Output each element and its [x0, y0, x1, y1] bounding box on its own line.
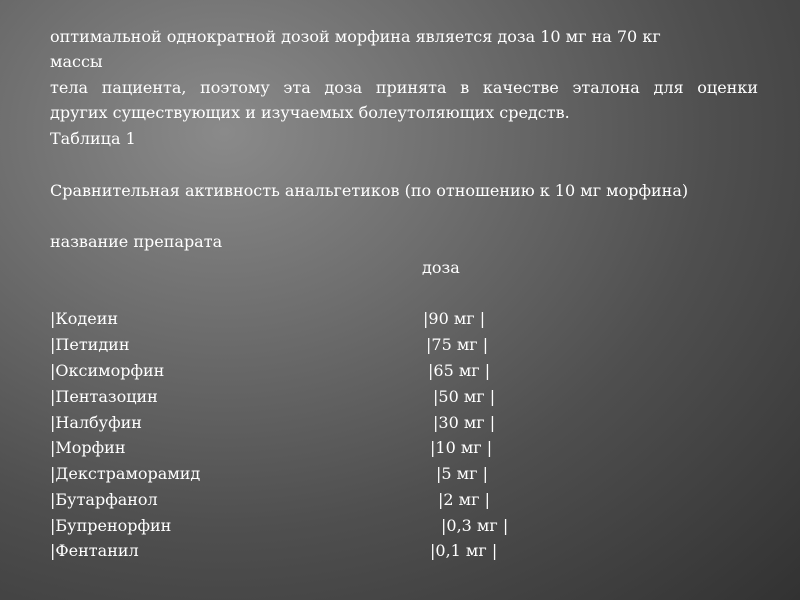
paragraph-line-1: оптимальной однократной дозой морфина является доза 10 мг на 70 кг — [50, 27, 661, 46]
drug-name: |Кодеин — [50, 309, 119, 328]
table-title: Сравнительная активность анальгетиков (по отношению к 10 мг морфина) — [50, 181, 689, 200]
paragraph-line-2: массы — [50, 52, 103, 71]
drug-dose: |65 мг | — [428, 361, 491, 380]
drug-name: |Бутарфанол — [50, 490, 158, 509]
drug-dose: |90 мг | — [423, 309, 486, 328]
drug-name: |Пентазоцин — [50, 387, 158, 406]
drug-dose: |0,3 мг | — [441, 516, 509, 535]
column-header-dose: доза — [422, 258, 460, 277]
drug-dose: |50 мг | — [433, 387, 496, 406]
drug-name: |Декстраморамид — [50, 464, 201, 483]
drug-name: |Фентанил — [50, 541, 139, 560]
drug-dose: |0,1 мг | — [430, 541, 498, 560]
drug-dose: |75 мг | — [426, 335, 489, 354]
drug-name: |Бупренорфин — [50, 516, 172, 535]
drug-dose: |2 мг | — [438, 490, 490, 509]
drug-name: |Петидин — [50, 335, 130, 354]
drug-dose: |5 мг | — [436, 464, 488, 483]
drug-name: |Налбуфин — [50, 413, 142, 432]
paragraph-line-4: других существующих и изучаемых болеутоляющих средств. — [50, 103, 570, 122]
column-header-name: название препарата — [50, 232, 223, 251]
drug-name: |Оксиморфин — [50, 361, 165, 380]
paragraph-line-3: тела пациента, поэтому эта доза принята в качестве эталона для оценки — [50, 78, 758, 97]
table-label: Таблица 1 — [50, 129, 136, 148]
drug-dose: |10 мг | — [430, 438, 493, 457]
drug-dose: |30 мг | — [433, 413, 496, 432]
drug-name: |Морфин — [50, 438, 126, 457]
